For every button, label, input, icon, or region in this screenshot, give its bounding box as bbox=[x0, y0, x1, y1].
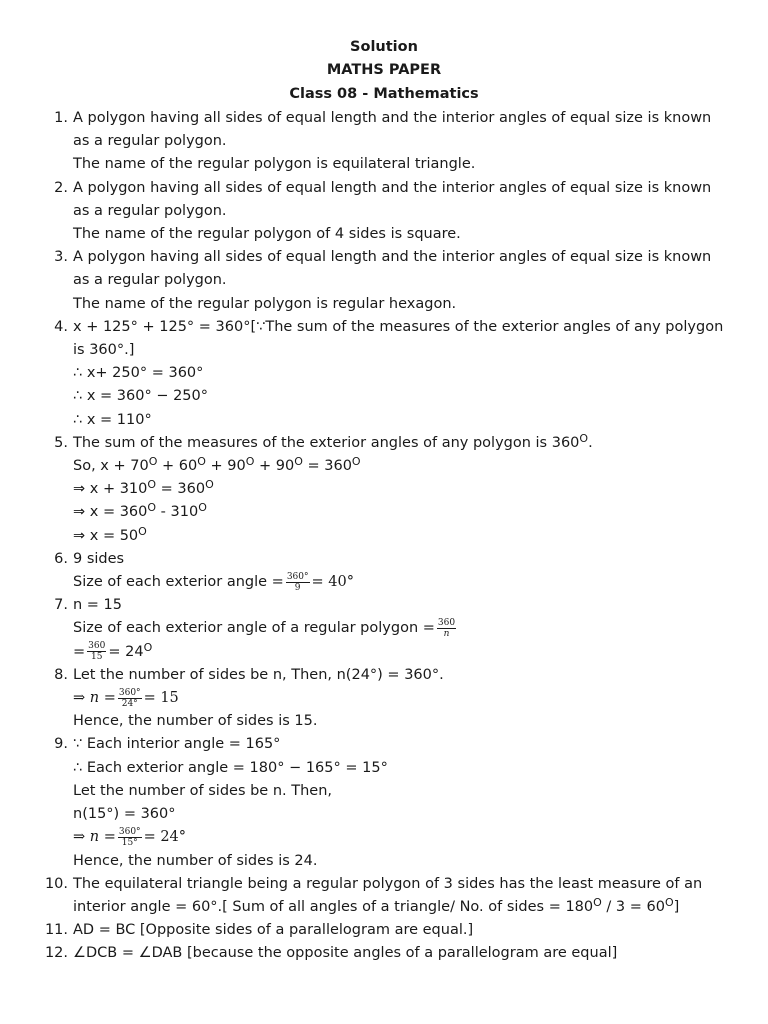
solution-item-10 bbox=[0, 873, 768, 919]
degree-mark: O bbox=[198, 501, 207, 515]
math-result: = 40° bbox=[311, 574, 354, 591]
fraction-numerator: 360 bbox=[437, 617, 456, 628]
degree-mark: O bbox=[138, 524, 147, 538]
document-header bbox=[0, 36, 768, 106]
fraction-numerator: 360° bbox=[118, 826, 141, 837]
fraction-denominator: 15° bbox=[121, 837, 138, 848]
solution-item-2 bbox=[0, 177, 768, 247]
solution-item-4 bbox=[0, 316, 768, 432]
item-text: n = 15 bbox=[73, 597, 123, 614]
degree-mark: O bbox=[147, 501, 157, 515]
equals-sign: = bbox=[73, 643, 86, 660]
item-number: 2. bbox=[54, 179, 68, 196]
fraction-numerator: 360° bbox=[286, 571, 309, 582]
text-run: + 60 bbox=[157, 458, 198, 475]
fraction-denominator: n bbox=[443, 628, 450, 639]
degree-mark: O bbox=[351, 455, 361, 469]
degree-mark: O bbox=[143, 640, 153, 654]
item-text: Let the number of sides be n. Then, bbox=[73, 782, 333, 799]
text-run: So, x + 70 bbox=[73, 458, 149, 475]
implies-sign: ⇒ bbox=[73, 690, 86, 707]
item-text: Let the number of sides be n, Then, n(24°) = 360°. bbox=[73, 666, 444, 683]
paper-title: MATHS PAPER bbox=[326, 62, 442, 79]
text-run: = 360 bbox=[302, 458, 352, 475]
fraction-denominator: 9 bbox=[294, 582, 301, 593]
item-text bbox=[73, 501, 728, 524]
item-number: 5. bbox=[54, 434, 68, 451]
text-run: = 24 bbox=[108, 643, 144, 660]
item-text: A polygon having all sides of equal length and the interior angles of equal size is known as a regular polygon. bbox=[73, 249, 712, 289]
degree-mark: O bbox=[148, 455, 158, 469]
solution-list bbox=[0, 107, 768, 966]
text-run: ⇒ x + 310 bbox=[73, 481, 148, 498]
text-run: The sum of the measures of the exterior angles of any polygon is 360 bbox=[73, 434, 580, 451]
text-run: . bbox=[588, 434, 593, 451]
text-run: The equilateral triangle being a regular polygon of 3 sides has the least measure of an interior angle = 60°.[ Sum of all angles of a triangle/ No. of sides = 180 bbox=[73, 875, 703, 915]
item-text bbox=[73, 455, 728, 478]
equals-sign: = bbox=[103, 690, 116, 707]
item-text: The name of the regular polygon of 4 sides is square. bbox=[73, 226, 461, 243]
item-text: ∴ Each exterior angle = 180° − 165° = 15° bbox=[73, 759, 388, 776]
text-run: ⇒ x = 50 bbox=[73, 527, 139, 544]
text-run: / 3 = 60 bbox=[601, 898, 665, 915]
item-text: ∠DCB = ∠DAB [because the opposite angles of a parallelogram are equal] bbox=[73, 945, 618, 962]
item-number: 1. bbox=[54, 110, 68, 126]
text-run: - 310 bbox=[156, 504, 199, 521]
fraction-numerator: 360° bbox=[118, 687, 141, 698]
implies-sign: ⇒ bbox=[73, 829, 86, 846]
text-run: = 360 bbox=[156, 481, 206, 498]
item-number: 12. bbox=[44, 945, 68, 962]
fraction-denominator: 15 bbox=[91, 652, 103, 663]
degree-mark: O bbox=[245, 455, 255, 469]
item-text: AD = BC [Opposite sides of a parallelogram are equal.] bbox=[73, 922, 474, 939]
item-text bbox=[73, 687, 728, 710]
item-number: 9. bbox=[54, 736, 68, 753]
degree-mark: O bbox=[197, 455, 206, 469]
solution-heading: Solution bbox=[350, 39, 418, 55]
item-text: n(15°) = 360° bbox=[73, 806, 176, 823]
solution-item-1 bbox=[0, 107, 768, 177]
item-text bbox=[73, 571, 728, 594]
item-text bbox=[73, 641, 728, 664]
text-run: Size of each exterior angle bbox=[73, 574, 268, 591]
item-text bbox=[73, 873, 728, 919]
solution-item-9 bbox=[0, 733, 768, 872]
degree-mark: O bbox=[147, 478, 157, 492]
fraction-numerator: 360 bbox=[88, 641, 106, 652]
math-variable: n bbox=[89, 829, 100, 846]
item-text bbox=[73, 525, 728, 548]
solution-item-12 bbox=[0, 942, 768, 965]
text-run: + 90 bbox=[254, 458, 295, 475]
item-text bbox=[73, 432, 728, 455]
text-run: + 90 bbox=[205, 458, 246, 475]
text-run: ⇒ x = 360 bbox=[73, 504, 148, 521]
item-text: Hence, the number of sides is 24. bbox=[73, 852, 318, 869]
item-text: 9 sides bbox=[73, 550, 125, 567]
fraction bbox=[437, 618, 456, 639]
item-text: A polygon having all sides of equal length and the interior angles of equal size is known as a regular polygon. bbox=[73, 110, 712, 150]
item-number: 6. bbox=[54, 550, 68, 567]
fraction bbox=[118, 827, 142, 848]
math-result: = 24° bbox=[143, 829, 187, 846]
solution-item-3 bbox=[0, 246, 768, 316]
fraction bbox=[87, 641, 106, 662]
degree-mark: O bbox=[205, 478, 214, 492]
item-text bbox=[73, 826, 728, 849]
item-number: 4. bbox=[54, 318, 68, 335]
text-run: ] bbox=[673, 898, 680, 915]
item-text: ∴ x = 360° − 250° bbox=[73, 388, 209, 405]
item-number: 7. bbox=[54, 597, 68, 614]
math-result: = 15 bbox=[143, 690, 179, 707]
item-text: ∴ x+ 250° = 360° bbox=[73, 365, 204, 382]
fraction bbox=[118, 688, 142, 709]
item-text bbox=[73, 478, 728, 501]
solution-item-5 bbox=[0, 432, 768, 548]
item-text: Hence, the number of sides is 15. bbox=[73, 713, 318, 730]
item-text: ∴ x = 110° bbox=[73, 411, 152, 428]
degree-mark: O bbox=[579, 431, 589, 445]
item-number: 8. bbox=[54, 666, 68, 683]
item-number: 10. bbox=[44, 875, 68, 892]
solution-item-11 bbox=[0, 919, 768, 942]
degree-mark: O bbox=[664, 895, 674, 909]
item-text bbox=[73, 617, 728, 640]
fraction-denominator: 24° bbox=[121, 698, 138, 709]
degree-mark: O bbox=[294, 455, 303, 469]
solution-item-7 bbox=[0, 594, 768, 664]
solution-item-8 bbox=[0, 664, 768, 734]
item-text: ∵ Each interior angle = 165° bbox=[73, 736, 281, 753]
class-subtitle: Class 08 - Mathematics bbox=[289, 85, 479, 102]
equals-sign: = bbox=[271, 574, 284, 591]
item-text: x + 125° + 125° = 360°[∵The sum of the measures of the exterior angles of any polygon is 360°.] bbox=[73, 318, 724, 359]
fraction bbox=[286, 572, 310, 593]
item-text: A polygon having all sides of equal length and the interior angles of equal size is known as a regular polygon. bbox=[73, 179, 712, 219]
math-variable: n bbox=[89, 690, 100, 707]
text-run: Size of each exterior angle of a regular polygon = bbox=[73, 620, 435, 637]
solution-item-6 bbox=[0, 548, 768, 594]
item-number: 11. bbox=[44, 922, 68, 939]
item-number: 3. bbox=[54, 249, 68, 266]
equals-sign: = bbox=[103, 829, 116, 846]
item-text: The name of the regular polygon is equilateral triangle. bbox=[73, 156, 476, 173]
item-text: The name of the regular polygon is regular hexagon. bbox=[73, 295, 457, 312]
degree-mark: O bbox=[593, 895, 602, 909]
